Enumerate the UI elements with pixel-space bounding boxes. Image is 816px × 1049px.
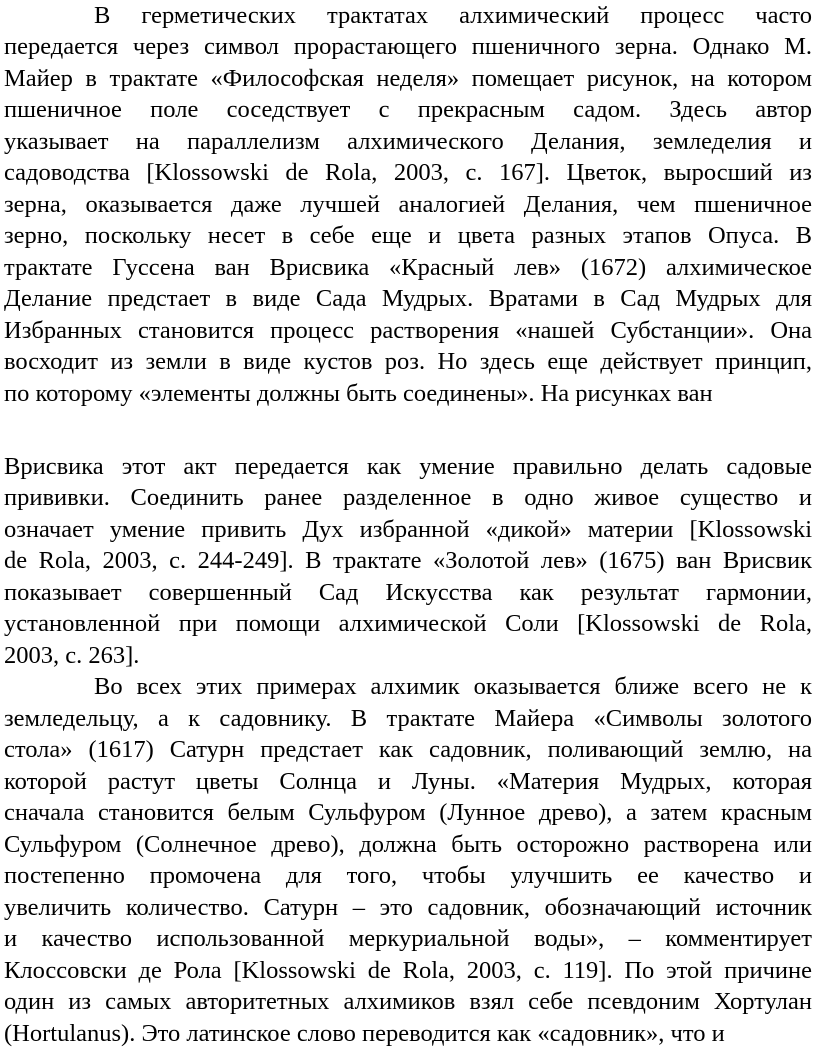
text-line: Во всех этих примерах алхимик оказывается ближе всего не к [94, 673, 812, 701]
text-line: по которому «элементы должны быть соединены». На рисунках ван [4, 379, 713, 407]
text-line: садоводства [Klossowski de Rola, 2003, с. 167]. Цветок, выросший из [4, 159, 812, 187]
text-line: Избранных становится процесс растворения «нашей Субстанции». Она [4, 316, 812, 344]
text-line: зерно, поскольку несет в себе еще и цвета разных этапов Опуса. В [4, 222, 812, 250]
text-line: один из самых авторитетных алхимиков взял себе псевдоним Хортулан [4, 988, 812, 1016]
text-line: передается через символ прорастающего пшеничного зерна. Однако М. [4, 33, 812, 61]
text-line: пшеничное поле соседствует с прекрасным садом. Здесь автор [4, 96, 812, 124]
text-line: установленной при помощи алхимической Соли [Klossowski de Rola, [4, 610, 812, 638]
text-line: трактате Гуссена ван Врисвика «Красный лев» (1672) алхимическое [4, 253, 812, 281]
text-line: de Rola, 2003, с. 244-249]. В трактате «Золотой лев» (1675) ван Врисвик [4, 547, 812, 575]
text-line: зерна, оказывается даже лучшей аналогией Делания, чем пшеничное [4, 190, 812, 218]
text-line: увеличить количество. Сатурн – это садовник, обозначающий источник [4, 893, 812, 921]
text-line: В герметических трактатах алхимический процесс часто [94, 2, 812, 29]
text-line: Клоссовски де Рола [Klossowski de Rola, 2003, с. 119]. По этой причине [4, 956, 812, 984]
text-line: показывает совершенный Сад Искусства как результат гармонии, [4, 578, 812, 606]
text-line: постепенно промочена для того, чтобы улучшить ее качество и [4, 862, 812, 890]
text-line: которой растут цветы Солнца и Луны. «Материя Мудрых, которая [4, 767, 812, 795]
text-line: 2003, с. 263]. [4, 641, 140, 669]
text-line: стола» (1617) Сатурн предстает как садовник, поливающий землю, на [4, 736, 812, 764]
text-line: указывает на параллелизм алхимического Делания, земледелия и [4, 127, 812, 155]
text-line: восходит из земли в виде кустов роз. Но здесь еще действует принцип, [4, 348, 812, 376]
text-line: и качество использованной меркуриальной воды», – комментирует [4, 925, 812, 953]
text-line: Делание предстает в виде Сада Мудрых. Вратами в Сад Мудрых для [4, 285, 812, 313]
text-line: Майер в трактате «Философская неделя» помещает рисунок, на котором [4, 64, 812, 92]
text-line: (Hortulanus). Это латинское слово переводится как «садовник», что и [4, 1019, 725, 1047]
text-line: сначала становится белым Сульфуром (Лунное древо), а затем красным [4, 799, 812, 827]
text-line: Врисвика этот акт передается как умение правильно делать садовые [4, 452, 812, 480]
text-line: означает умение привить Дух избранной «дикой» материи [Klossowski [4, 515, 812, 543]
text-line: земледельцу, а к садовнику. В трактате Майера «Символы золотого [4, 704, 812, 732]
text-line: прививки. Соединить ранее разделенное в одно живое существо и [4, 484, 812, 512]
text-line: Сульфуром (Солнечное древо), должна быть осторожно растворена или [4, 830, 812, 858]
